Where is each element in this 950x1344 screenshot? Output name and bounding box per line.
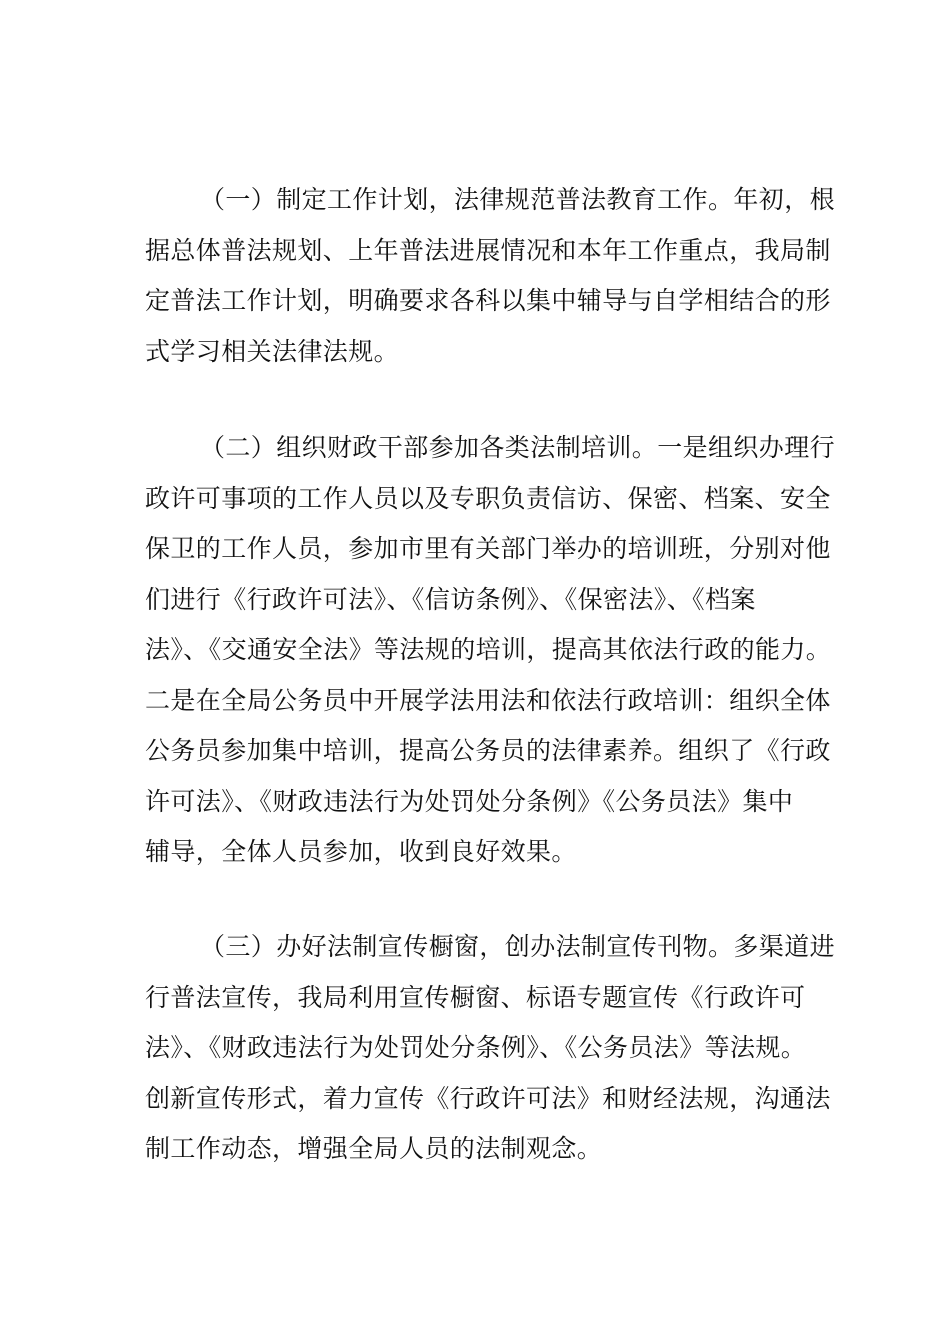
paragraph-work-plan: [145, 175, 835, 377]
paragraph-line: （三）办好法制宣传橱窗，创办法制宣传刊物。多渠道进: [200, 932, 836, 961]
paragraph-line: 法》、《交通安全法》等法规的培训，提高其依法行政的能力。: [145, 635, 832, 664]
paragraph-legal-training: [145, 423, 835, 878]
paragraph-line: 二是在全局公务员中开展学法用法和依法行政培训：组织全体: [145, 685, 831, 715]
paragraph-line: 们进行《行政许可法》、《信访条例》、《保密法》、《档案: [145, 584, 756, 614]
paragraph-line: （二）组织财政干部参加各类法制培训。一是组织办理行: [200, 433, 836, 462]
paragraph-line: 式学习相关法律法规。: [145, 336, 400, 366]
paragraph-line: 创新宣传形式，着力宣传《行政许可法》和财经法规，沟通法: [145, 1083, 831, 1113]
paragraph-line: 保卫的工作人员，参加市里有关部门举办的培训班，分别对他: [145, 534, 831, 563]
paragraph-line: 许可法》、《财政违法行为处罚处分条例》《公务员法》集中: [145, 786, 794, 816]
paragraph-publicity-window: [145, 922, 835, 1175]
paragraph-line: 据总体普法规划、上年普法进展情况和本年工作重点，我局制: [145, 235, 831, 265]
paragraph-line: 制工作动态，增强全局人员的法制观念。: [145, 1134, 603, 1163]
paragraph-line: 法》、《财政违法行为处罚处分条例》、《公务员法》等法规。: [145, 1033, 807, 1062]
paragraph-line: 政许可事项的工作人员以及专职负责信访、保密、档案、安全: [145, 483, 831, 513]
paragraph-line: 定普法工作计划，明确要求各科以集中辅导与自学相结合的形: [145, 286, 831, 315]
paragraph-line: 行普法宣传，我局利用宣传橱窗、标语专题宣传《行政许可: [145, 982, 806, 1012]
paragraph-line: 公务员参加集中培训，提高公务员的法律素养。组织了《行政: [145, 736, 831, 765]
paragraph-line: 辅导，全体人员参加，收到良好效果。: [145, 837, 577, 866]
paragraph-line: （一）制定工作计划，法律规范普法教育工作。年初，根: [200, 185, 836, 214]
